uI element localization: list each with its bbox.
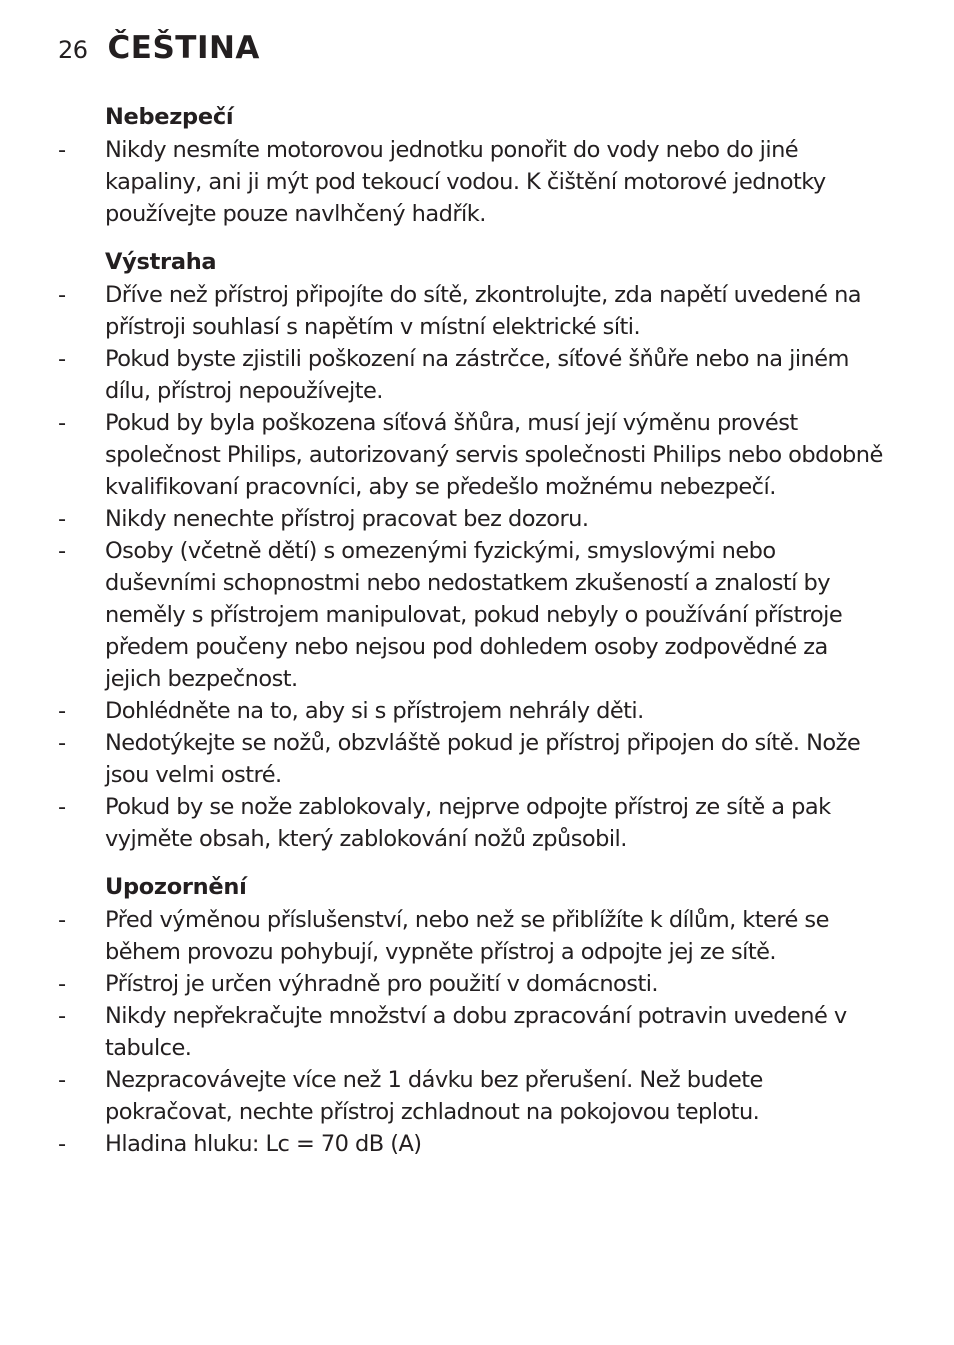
list-item — [58, 503, 888, 535]
caution-list — [58, 904, 888, 1160]
bullet-dash: - — [58, 538, 66, 564]
bullet-dash: - — [58, 1131, 66, 1157]
list-item-text: Hladina hluku: Lc = 70 dB (A) — [105, 1131, 422, 1157]
warning-section — [58, 246, 888, 855]
language-title: ČEŠTINA — [107, 30, 260, 66]
list-item-text: Před výměnou příslušenství, nebo než se přiblížíte k dílům, které se během provozu pohybují, vypněte přístroj a odpojte jej ze sítě. — [105, 907, 829, 965]
list-item — [58, 1000, 888, 1064]
warning-list — [58, 279, 888, 855]
list-item — [58, 1128, 888, 1160]
list-item — [58, 1064, 888, 1128]
list-item — [58, 791, 888, 855]
list-item-text: Pokud by se nože zablokovaly, nejprve odpojte přístroj ze sítě a pak vyjměte obsah, který zablokování nožů způsobil. — [105, 794, 831, 852]
danger-list — [58, 134, 888, 230]
bullet-dash: - — [58, 282, 66, 308]
list-item — [58, 968, 888, 1000]
list-item — [58, 279, 888, 343]
list-item-text: Nikdy nepřekračujte množství a dobu zpracování potravin uvedené v tabulce. — [105, 1003, 847, 1061]
list-item — [58, 343, 888, 407]
list-item — [58, 134, 888, 230]
page-number: 26 — [58, 36, 88, 64]
list-item — [58, 727, 888, 791]
bullet-dash: - — [58, 1003, 66, 1029]
danger-heading: Nebezpečí — [105, 104, 234, 130]
list-item — [58, 695, 888, 727]
list-item-text: Dříve než přístroj připojíte do sítě, zkontrolujte, zda napětí uvedené na přístroji souhlasí s napětím v místní elektrické síti. — [105, 282, 862, 340]
bullet-dash: - — [58, 137, 66, 163]
page-content — [58, 101, 888, 1176]
list-item-text: Pokud by byla poškozena síťová šňůra, musí její výměnu provést společnost Philips, autorizovaný servis společnosti Philips nebo obdobně kvalifikovaní pracovníci, aby se předešlo možnému nebezpečí. — [105, 410, 883, 500]
bullet-dash: - — [58, 907, 66, 933]
bullet-dash: - — [58, 506, 66, 532]
list-item-text: Nikdy nenechte přístroj pracovat bez dozoru. — [105, 506, 589, 532]
warning-heading: Výstraha — [105, 249, 217, 275]
caution-heading: Upozornění — [105, 874, 247, 900]
list-item — [58, 407, 888, 503]
page-header — [58, 30, 260, 66]
bullet-dash: - — [58, 346, 66, 372]
caution-section — [58, 871, 888, 1160]
list-item — [58, 535, 888, 695]
bullet-dash: - — [58, 698, 66, 724]
list-item-text: Dohlédněte na to, aby si s přístrojem nehrály děti. — [105, 698, 644, 724]
list-item-text: Osoby (včetně dětí) s omezenými fyzickými, smyslovými nebo duševními schopnostmi nebo nedostatkem zkušeností a znalostí by neměly s přístrojem manipulovat, pokud nebyly o používání přístroje předem poučeny nebo nejsou pod dohledem osoby zodpovědné za jejich bezpečnost. — [105, 538, 843, 692]
list-item-text: Nedotýkejte se nožů, obzvláště pokud je přístroj připojen do sítě. Nože jsou velmi ostré. — [105, 730, 861, 788]
list-item-text: Pokud byste zjistili poškození na zástrčce, síťové šňůře nebo na jiném dílu, přístroj nepoužívejte. — [105, 346, 849, 404]
bullet-dash: - — [58, 1067, 66, 1093]
danger-section — [58, 101, 888, 230]
list-item-text: Přístroj je určen výhradně pro použití v domácnosti. — [105, 971, 659, 997]
list-item — [58, 904, 888, 968]
list-item-text: Nikdy nesmíte motorovou jednotku ponořit do vody nebo do jiné kapaliny, ani ji mýt pod tekoucí vodou. K čištění motorové jednotky používejte pouze navlhčený hadřík. — [105, 137, 826, 227]
bullet-dash: - — [58, 794, 66, 820]
bullet-dash: - — [58, 971, 66, 997]
bullet-dash: - — [58, 410, 66, 436]
bullet-dash: - — [58, 730, 66, 756]
list-item-text: Nezpracovávejte více než 1 dávku bez přerušení. Než budete pokračovat, nechte přístroj zchladnout na pokojovou teplotu. — [105, 1067, 763, 1125]
